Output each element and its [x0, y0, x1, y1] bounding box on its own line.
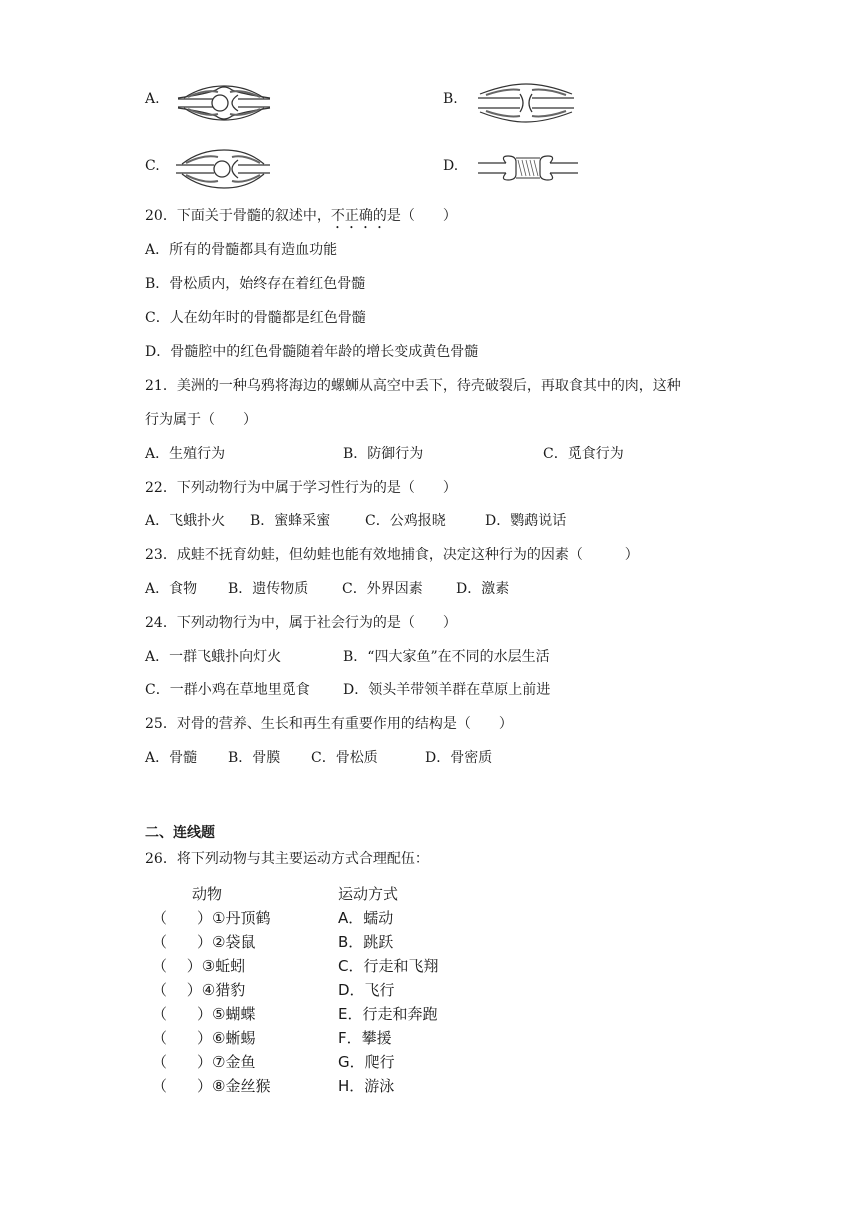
motion-item[interactable]: B．跳跃 [338, 933, 394, 951]
column-header-motion: 运动方式 [338, 885, 399, 903]
option-a[interactable]: A．骨髓 [145, 750, 198, 766]
animal-item[interactable]: （ ）⑦金鱼 [152, 1053, 256, 1071]
option-b[interactable]: B．“四大家鱼”在不同的水层生活 [343, 649, 550, 665]
question-23-stem: 23．成蛙不抚育幼蛙，但幼蛙也能有效地捕食，决定这种行为的因素（ ） [145, 547, 639, 563]
option-a[interactable]: A．食物 [145, 581, 198, 597]
emphasized-text: 不正确的 [330, 208, 387, 224]
option-b[interactable]: B．防御行为 [343, 446, 424, 462]
animal-item[interactable]: （ ）⑧金丝猴 [152, 1077, 271, 1095]
motion-item[interactable]: E．行走和奔跑 [338, 1005, 438, 1023]
section-title: 二、连线题 [145, 825, 215, 841]
animal-item[interactable]: （ ）④猎豹 [152, 981, 246, 999]
motion-item[interactable]: F．攀援 [338, 1029, 392, 1047]
option-d[interactable]: D．领头羊带领羊群在草原上前进 [343, 682, 551, 698]
question-25-stem: 25．对骨的营养、生长和再生有重要作用的结构是（ ） [145, 716, 513, 732]
option-letter: A. [145, 91, 160, 107]
motion-item[interactable]: G．爬行 [338, 1053, 395, 1071]
motion-item[interactable]: A．蠕动 [338, 909, 394, 927]
option-c[interactable]: C．公鸡报晓 [365, 513, 446, 529]
option-d[interactable]: D．鹦鹉说话 [485, 513, 567, 529]
option-c[interactable]: C．外界因素 [342, 581, 423, 597]
option-letter: D. [443, 158, 459, 174]
joint-diagram-c [174, 148, 272, 190]
option-a[interactable]: A．一群飞蛾扑向灯火 [145, 649, 282, 665]
option-c[interactable]: C．人在幼年时的骨髓都是红色骨髓 [145, 310, 366, 326]
animal-item[interactable]: （ ）⑤蝴蝶 [152, 1005, 256, 1023]
option-d[interactable]: D．骨髓腔中的红色骨髓随着年龄的增长变成黄色骨髓 [145, 344, 479, 360]
option-b[interactable]: B．遗传物质 [228, 581, 309, 597]
option-d[interactable]: D．激素 [456, 581, 510, 597]
option-d[interactable]: D．骨密质 [425, 750, 493, 766]
option-a[interactable]: A．生殖行为 [145, 446, 226, 462]
animal-item[interactable]: （ ）⑥蜥蜴 [152, 1029, 256, 1047]
option-letter: C. [145, 158, 160, 174]
option-c[interactable]: C．一群小鸡在草地里觅食 [145, 682, 310, 698]
joint-diagram-b [476, 82, 576, 124]
option-a[interactable]: A．飞蛾扑火 [145, 513, 226, 529]
column-header-animal: 动物 [192, 885, 223, 903]
motion-item[interactable]: C．行走和飞翔 [338, 957, 439, 975]
stem-text: 20．下面关于骨髓的叙述中， [145, 208, 331, 224]
stem-text: 是（ ） [386, 208, 457, 224]
motion-item[interactable]: D．飞行 [338, 981, 395, 999]
joint-diagram-a [176, 82, 272, 124]
option-c[interactable]: C．骨松质 [311, 750, 378, 766]
option-b[interactable]: B．骨松质内，始终存在着红色骨髓 [145, 276, 366, 292]
option-a[interactable]: A．所有的骨髓都具有造血功能 [145, 242, 338, 258]
question-20-stem [145, 206, 457, 232]
option-b[interactable]: B．蜜蜂采蜜 [250, 513, 331, 529]
question-24-stem: 24．下列动物行为中，属于社会行为的是（ ） [145, 615, 457, 631]
question-22-stem: 22．下列动物行为中属于学习性行为的是（ ） [145, 480, 457, 496]
animal-item[interactable]: （ ）③蚯蚓 [152, 957, 246, 975]
joint-diagram-d [476, 152, 580, 184]
option-letter: B. [443, 91, 458, 107]
motion-item[interactable]: H．游泳 [338, 1077, 395, 1095]
animal-item[interactable]: （ ）②袋鼠 [152, 933, 256, 951]
option-c[interactable]: C．觅食行为 [543, 446, 624, 462]
animal-item[interactable]: （ ）①丹顶鹤 [152, 909, 271, 927]
option-b[interactable]: B．骨膜 [228, 750, 281, 766]
question-26-stem: 26．将下列动物与其主要运动方式合理配伍： [145, 851, 429, 867]
question-21-stem-line2: 行为属于（ ） [145, 412, 257, 428]
question-21-stem-line1: 21．美洲的一种乌鸦将海边的螺蛳从高空中丢下，待壳破裂后，再取食其中的肉，这种 [145, 378, 681, 394]
